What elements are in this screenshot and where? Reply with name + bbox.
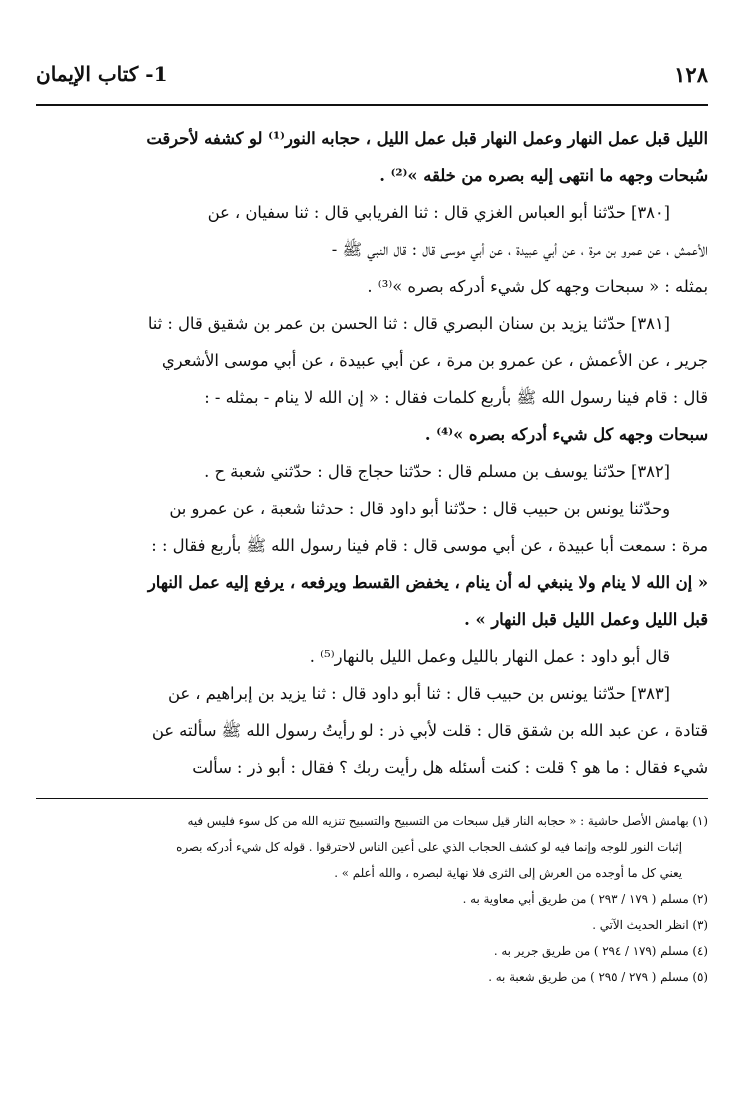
text-line: الليل قبل عمل النهار وعمل النهار قبل عمل الليل ، حجابه النور⁽¹⁾ لو كشفه لأحرقت (146, 129, 708, 148)
text-line: سبحات وجهه كل شيء أدركه بصره »⁽⁴⁾ . (424, 425, 708, 444)
footnote-2: (٢) مسلم ( ١٧٩ / ٢٩٣ ) من طريق أبي معاوية به . (462, 892, 708, 906)
footnote-divider (36, 798, 708, 799)
footnote-1: (١) بهامش الأصل حاشية : « حجابه النار قيل سبحات من التسبيح والتسبيح تنزيه الله من كل سوء فليس فيه (187, 814, 708, 828)
footnote-3: (٣) انظر الحديث الآتي . (592, 918, 708, 932)
text-line: مرة : سمعت أبا عبيدة ، عن أبي موسى قال : قام فينا رسول الله ﷺ بأربع فقال : : (151, 536, 708, 555)
hadith-381-start: [٣٨١] حدّثنا يزيد بن سنان البصري قال : ثنا الحسن بن عمر بن شقيق قال : ثنا (147, 314, 670, 333)
text-line: قال أبو داود : عمل النهار بالليل وعمل الليل بالنهار⁽⁵⁾ . (309, 647, 670, 666)
footnote-5: (٥) مسلم ( ٢٧٩ / ٢٩٥ ) من طريق شعبة به . (488, 970, 708, 984)
text-line: جرير ، عن الأعمش ، عن عمرو بن مرة ، عن أبي عبيدة ، عن أبي موسى الأشعري (161, 351, 708, 370)
hadith-383-start: [٣٨٣] حدّثنا يونس بن حبيب قال : ثنا أبو داود قال : ثنا يزيد بن إبراهيم ، عن (167, 684, 670, 703)
hadith-382-start: [٣٨٢] حدّثنا يوسف بن مسلم قال : حدّثنا حجاج قال : حدّثني شعبة ح . (204, 462, 670, 481)
footnote-4: (٤) مسلم (١٧٩ / ٢٩٤ ) من طريق جرير به . (493, 944, 708, 958)
text-line: بمثله : « سبحات وجهه كل شيء أدركه بصره »⁽³⁾ . (367, 277, 708, 296)
text-line: سُبحات وجهه ما انتهى إليه بصره من خلقه »⁽²⁾ . (379, 166, 708, 185)
page-body (36, 120, 708, 786)
hadith-380-start: [٣٨٠] حدّثنا أبو العباس الغزي قال : ثنا الفريابي قال : ثنا سفيان ، عن (207, 203, 670, 222)
text-line: الأعمش ، عن عمرو بن مرة ، عن أبي عبيدة ، عن أبي موسى قال : قال النبي ﷺ - (331, 240, 708, 259)
text-line: شيء فقال : ما هو ؟ قلت : كنت أسئله هل رأيت ربك ؟ فقال : أبو ذر : سألت (192, 758, 708, 777)
page-header (36, 62, 708, 94)
text-line: وحدّثنا يونس بن حبيب قال : حدّثنا أبو داود قال : حدثنا شعبة ، عن عمرو بن (169, 499, 670, 518)
text-line: قال : قام فينا رسول الله ﷺ بأربع كلمات فقال : « إن الله لا ينام - بمثله - : (204, 388, 708, 407)
page-number: ١٢٨ (674, 62, 708, 87)
footnote-1-continuation: إثبات النور للوجه وإنما فيه لو كشف الحجاب الذي على أعين الناس لاحترقوا . قوله كل شيء أدركه بصره (176, 840, 682, 854)
text-line: قبل الليل وعمل الليل قبل النهار » . (464, 610, 708, 629)
text-line: قتادة ، عن عبد الله بن شقق قال : قلت لأبي ذر : لو رأيتُ رسول الله ﷺ سألته عن (151, 721, 708, 740)
chapter-title: 1- كتاب الإيمان (36, 62, 168, 86)
footnote-1-continuation: يعني كل ما أوجده من العرش إلى الثرى فلا نهاية لبصره ، والله أعلم » . (334, 866, 682, 880)
text-line: « إن الله لا ينام ولا ينبغي له أن ينام ، يخفض القسط ويرفعه ، يرفع إليه عمل النهار (147, 573, 708, 592)
header-divider (36, 104, 708, 106)
footnotes (36, 808, 708, 990)
